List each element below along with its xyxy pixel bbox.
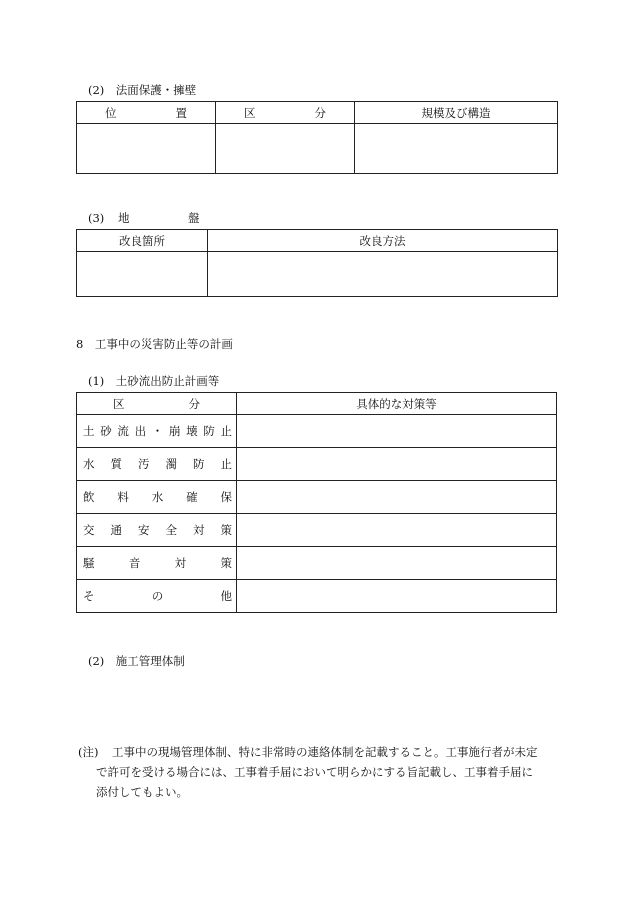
note-line-1: 工事中の現場管理体制、特に非常時の連絡体制を記載すること。工事施行者が未定 — [112, 745, 538, 759]
ground-cell-method[interactable] — [208, 252, 558, 297]
header-category: 区 分 — [216, 102, 355, 124]
note-line-2: で許可を受ける場合には、工事着手届において明らかにする旨記載し、工事着手届に — [96, 765, 533, 779]
section-ground-heading: (3) 地 盤 — [88, 211, 200, 225]
row-label-noise: 騒 音 対 策 — [77, 547, 237, 580]
header-improvement-location: 改良箇所 — [77, 230, 208, 252]
measure-cell-traffic-safety[interactable] — [237, 514, 557, 547]
note-label: (注) — [78, 745, 99, 759]
row-label-water-quality: 水 質 汚 濁 防 止 — [77, 448, 237, 481]
slope-cell-category[interactable] — [216, 124, 355, 174]
section-slope-heading: (2) 法面保護・擁壁 — [88, 83, 197, 97]
slope-cell-position[interactable] — [77, 124, 216, 174]
measure-cell-water-quality[interactable] — [237, 448, 557, 481]
measure-cell-drinking-water[interactable] — [237, 481, 557, 514]
measure-cell-other[interactable] — [237, 580, 557, 613]
note-line-3: 添付してもよい。 — [96, 785, 188, 799]
row-label-traffic-safety: 交 通 安 全 対 策 — [77, 514, 237, 547]
slope-protection-table — [76, 101, 558, 174]
header-measures: 具体的な対策等 — [237, 393, 557, 415]
header-scale-structure: 規模及び構造 — [355, 102, 558, 124]
slope-cell-scale[interactable] — [355, 124, 558, 174]
header-position: 位 置 — [77, 102, 216, 124]
row-label-sediment: 土 砂 流 出 ・ 崩 壊 防 止 — [77, 415, 237, 448]
header-category-8: 区 分 — [77, 393, 237, 415]
measure-cell-noise[interactable] — [237, 547, 557, 580]
section8-1-heading: (1) 土砂流出防止計画等 — [88, 374, 220, 388]
note-block — [78, 742, 564, 804]
row-label-other: そ の 他 — [77, 580, 237, 613]
section8-2-heading: (2) 施工管理体制 — [88, 654, 185, 668]
disaster-prevention-table — [76, 392, 557, 613]
row-label-drinking-water: 飲 料 水 確 保 — [77, 481, 237, 514]
header-improvement-method: 改良方法 — [208, 230, 558, 252]
ground-improvement-table — [76, 229, 558, 297]
section8-heading: 8 工事中の災害防止等の計画 — [76, 337, 233, 351]
measure-cell-sediment[interactable] — [237, 415, 557, 448]
ground-cell-location[interactable] — [77, 252, 208, 297]
